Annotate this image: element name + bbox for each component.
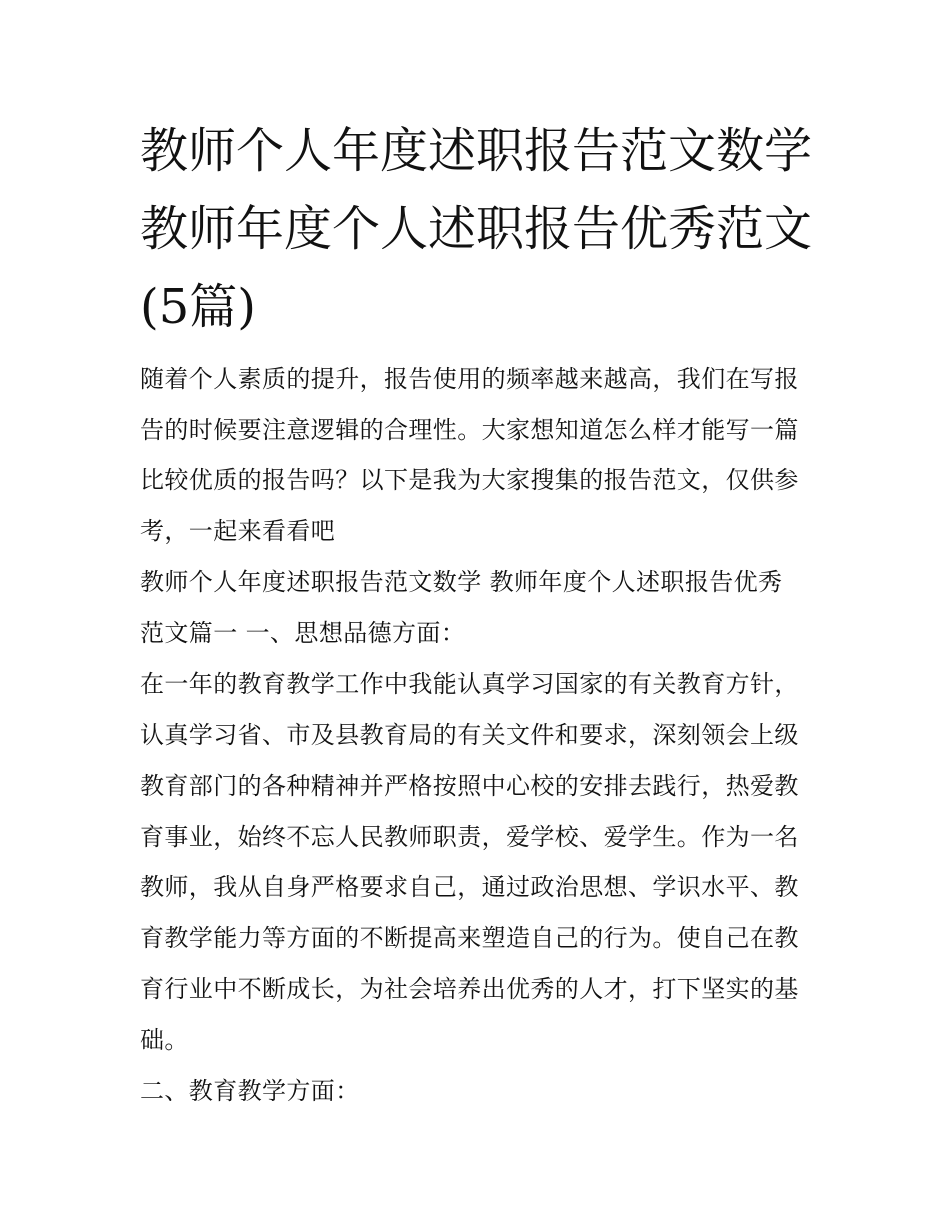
- paragraph-line: 础。: [140, 1026, 189, 1054]
- paragraph-line: 育事业，始终不忘人民教师职责，爱学校、爱学生。作为一名: [140, 823, 799, 851]
- paragraph-line: 教育部门的各种精神并严格按照中心校的安排去践行，热爱教: [140, 772, 799, 800]
- paragraph-line: 育行业中不断成长，为社会培养出优秀的人才，打下坚实的基: [140, 975, 799, 1003]
- paragraph-line: 考，一起来看看吧: [140, 517, 336, 545]
- document-title: 教师个人年度述职报告范文数学 教师年度个人述职报告优秀范文(5篇): [140, 123, 813, 335]
- paragraph-line: 随着个人素质的提升，报告使用的频率越来越高，我们在写报: [140, 365, 799, 393]
- section-heading: 二、教育教学方面：: [140, 1077, 360, 1105]
- paragraph-line: 告的时候要注意逻辑的合理性。大家想知道怎么样才能写一篇: [140, 416, 799, 444]
- paragraph-line: 教师，我从自身严格要求自己，通过政治思想、学识水平、教: [140, 873, 799, 901]
- paragraph-line: 认真学习省、市及县教育局的有关文件和要求，深刻领会上级: [140, 721, 799, 749]
- paragraph-line: 教师个人年度述职报告范文数学 教师年度个人述职报告优秀: [140, 568, 783, 596]
- paragraph-line: 育教学能力等方面的不断提高来塑造自己的行为。使自己在教: [140, 924, 799, 952]
- paragraph-line: 在一年的教育教学工作中我能认真学习国家的有关教育方针，: [140, 670, 799, 698]
- paragraph-line: 比较优质的报告吗？以下是我为大家搜集的报告范文，仅供参: [140, 466, 799, 494]
- paragraph-line: 范文篇一 一、思想品德方面：: [140, 619, 466, 647]
